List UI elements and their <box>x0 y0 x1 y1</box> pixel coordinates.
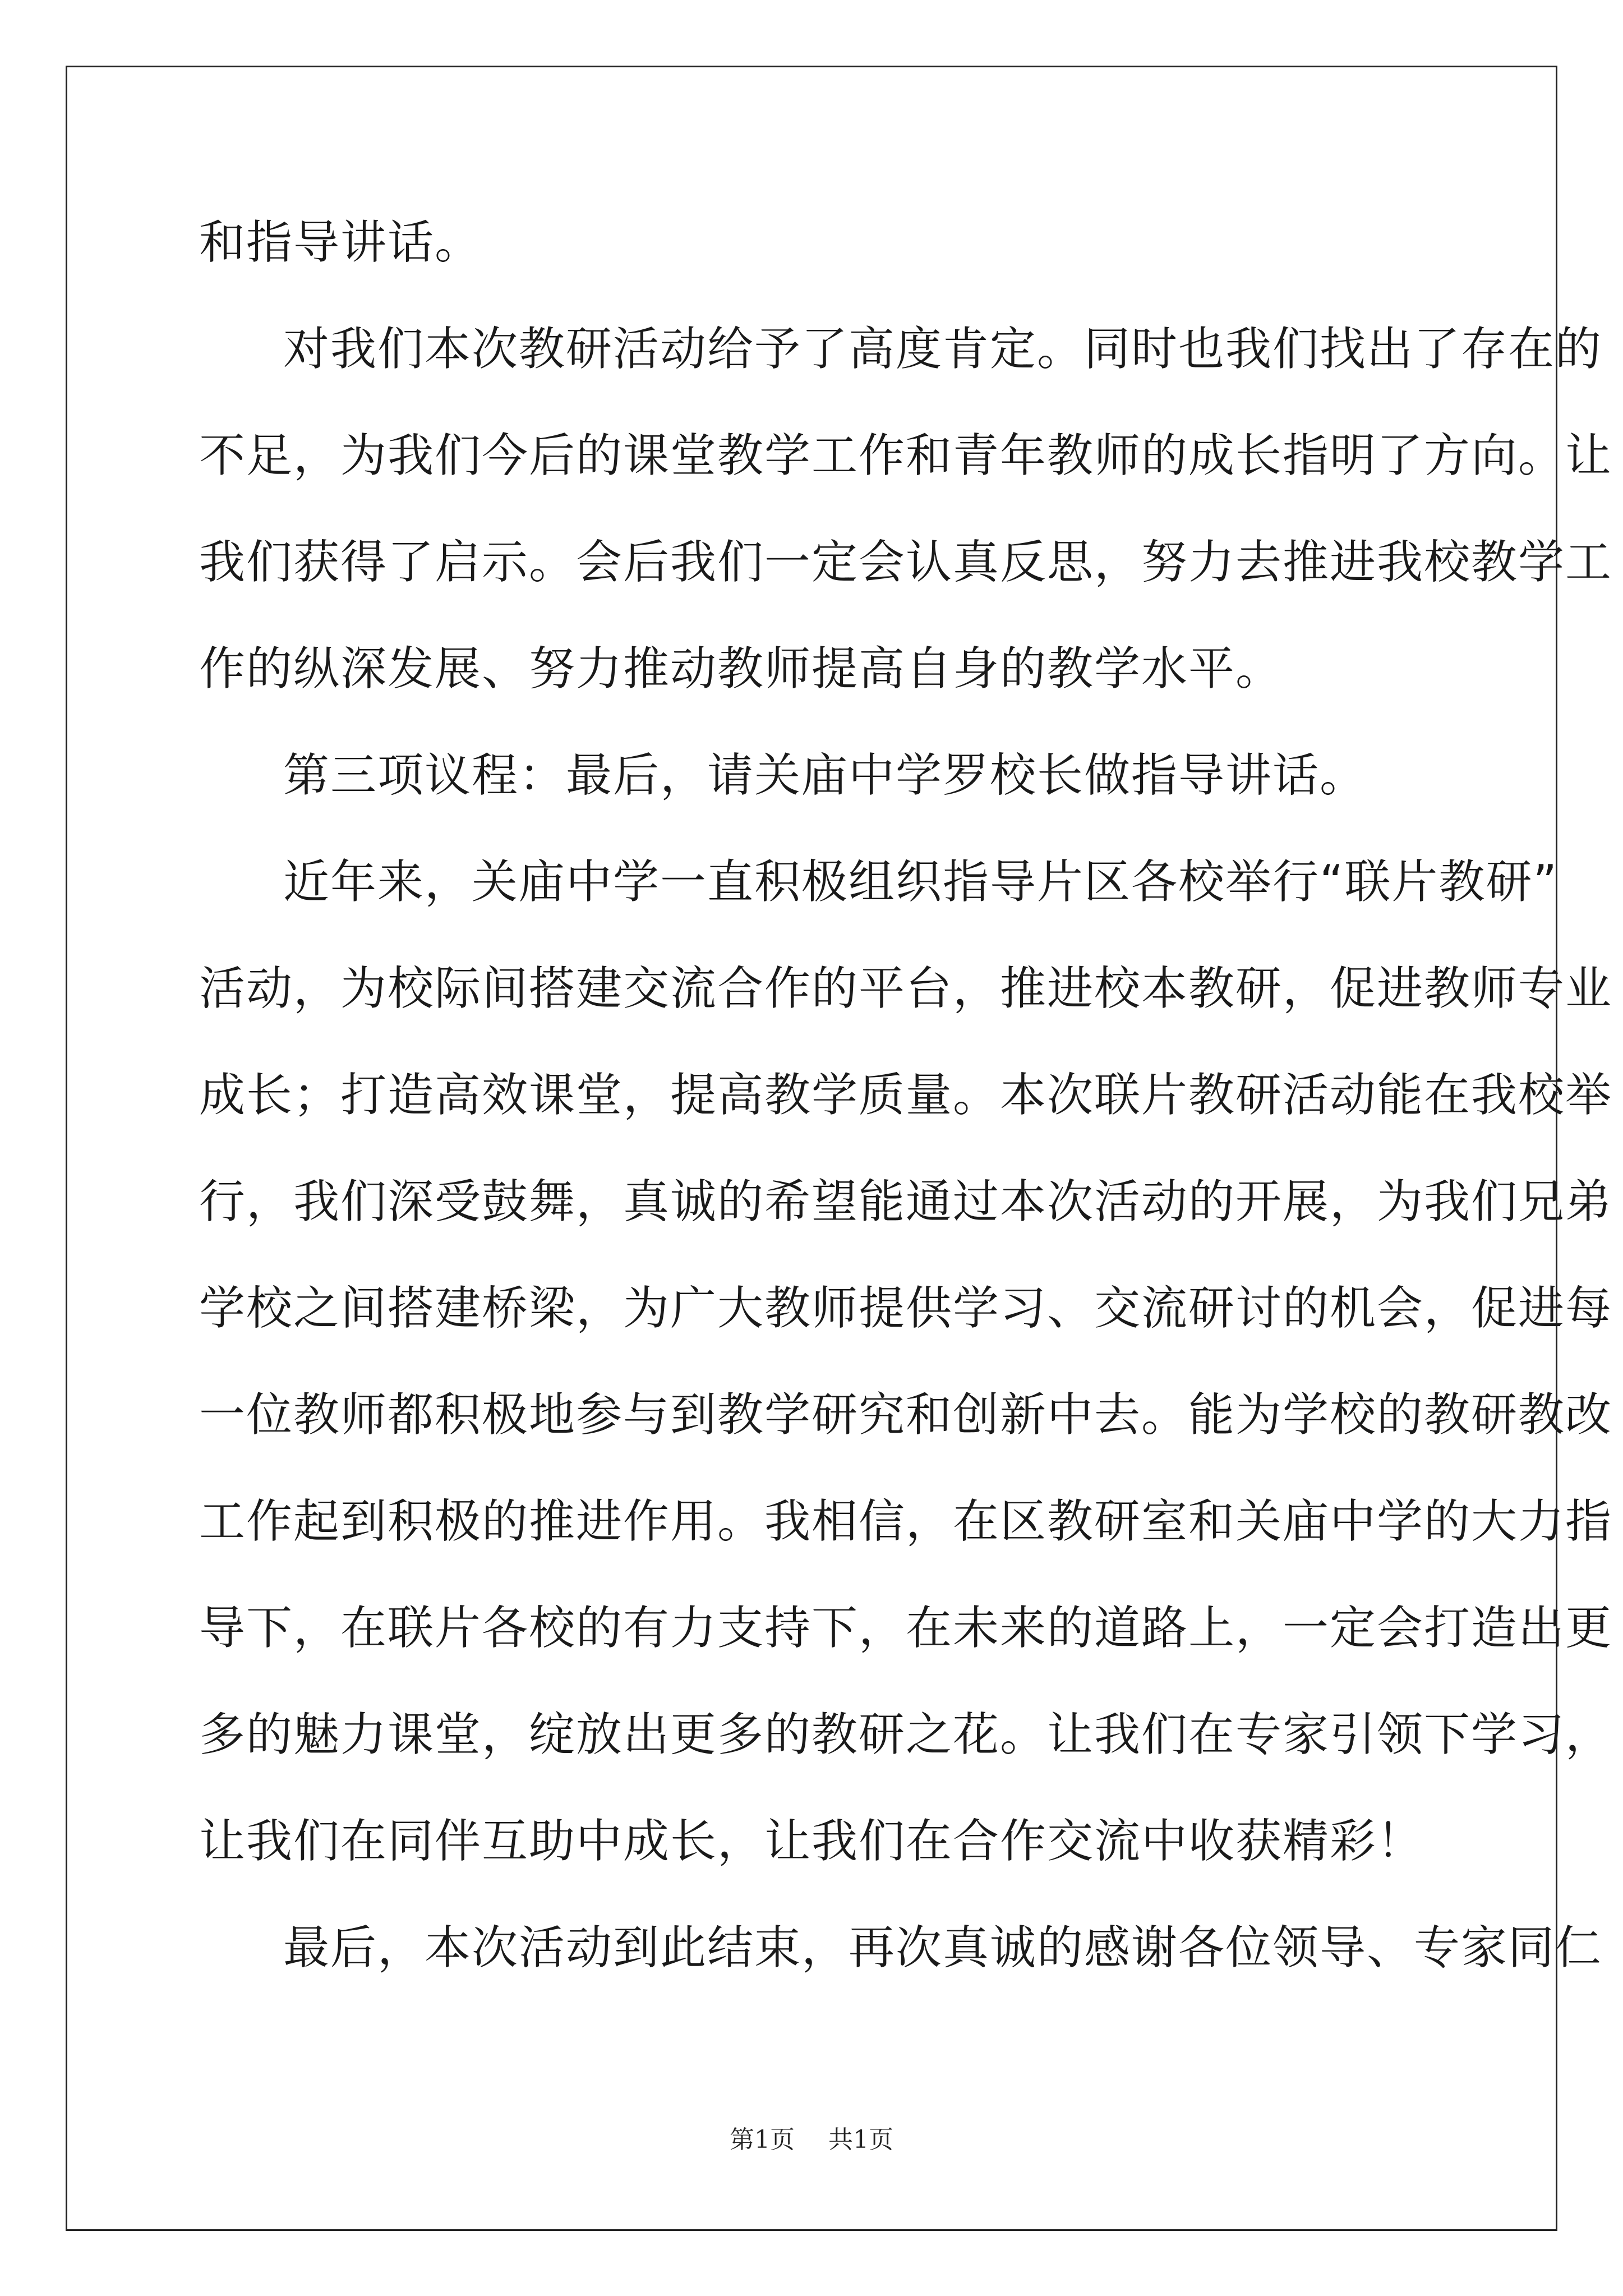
document-body <box>199 190 1613 2001</box>
page-footer <box>0 2123 1623 2157</box>
text-line: 我们获得了启示。会后我们一定会认真反思，努力去推进我校教学工 <box>199 536 1613 589</box>
text-line: 一位教师都积极地参与到教学研究和创新中去。能为学校的教研教改 <box>199 1388 1613 1442</box>
text-line: 近年来，关庙中学一直积极组织指导片区各校举行“联片教研” <box>283 855 1558 909</box>
text-line: 工作起到积极的推进作用。我相信，在区教研室和关庙中学的大力指 <box>199 1495 1613 1548</box>
text-line: 成长；打造高效课堂，提高教学质量。本次联片教研活动能在我校举 <box>199 1069 1613 1122</box>
text-line: 和指导讲话。 <box>199 216 482 269</box>
text-line: 导下，在联片各校的有力支持下，在未来的道路上，一定会打造出更 <box>199 1602 1613 1655</box>
text-line: 活动，为校际间搭建交流合作的平台，推进校本教研，促进教师专业 <box>199 962 1613 1015</box>
page-number: 第1页 <box>730 2125 795 2154</box>
page-total: 共1页 <box>828 2125 893 2154</box>
text-line: 最后，本次活动到此结束，再次真诚的感谢各位领导、专家同仁 <box>283 1921 1603 1975</box>
text-line: 第三项议程：最后，请关庙中学罗校长做指导讲话。 <box>283 749 1367 802</box>
text-line: 多的魅力课堂，绽放出更多的教研之花。让我们在专家引领下学习， <box>199 1708 1613 1761</box>
text-line: 不足，为我们今后的课堂教学工作和青年教师的成长指明了方向。让 <box>199 429 1613 482</box>
text-line: 对我们本次教研活动给予了高度肯定。同时也我们找出了存在的 <box>283 323 1603 376</box>
text-line: 学校之间搭建桥梁，为广大教师提供学习、交流研讨的机会，促进每 <box>199 1282 1613 1335</box>
text-line: 作的纵深发展、努力推动教师提高自身的教学水平。 <box>199 642 1283 696</box>
text-line: 让我们在同伴互助中成长，让我们在合作交流中收获精彩！ <box>199 1815 1424 1868</box>
text-line: 行，我们深受鼓舞，真诚的希望能通过本次活动的开展，为我们兄弟 <box>199 1175 1613 1228</box>
